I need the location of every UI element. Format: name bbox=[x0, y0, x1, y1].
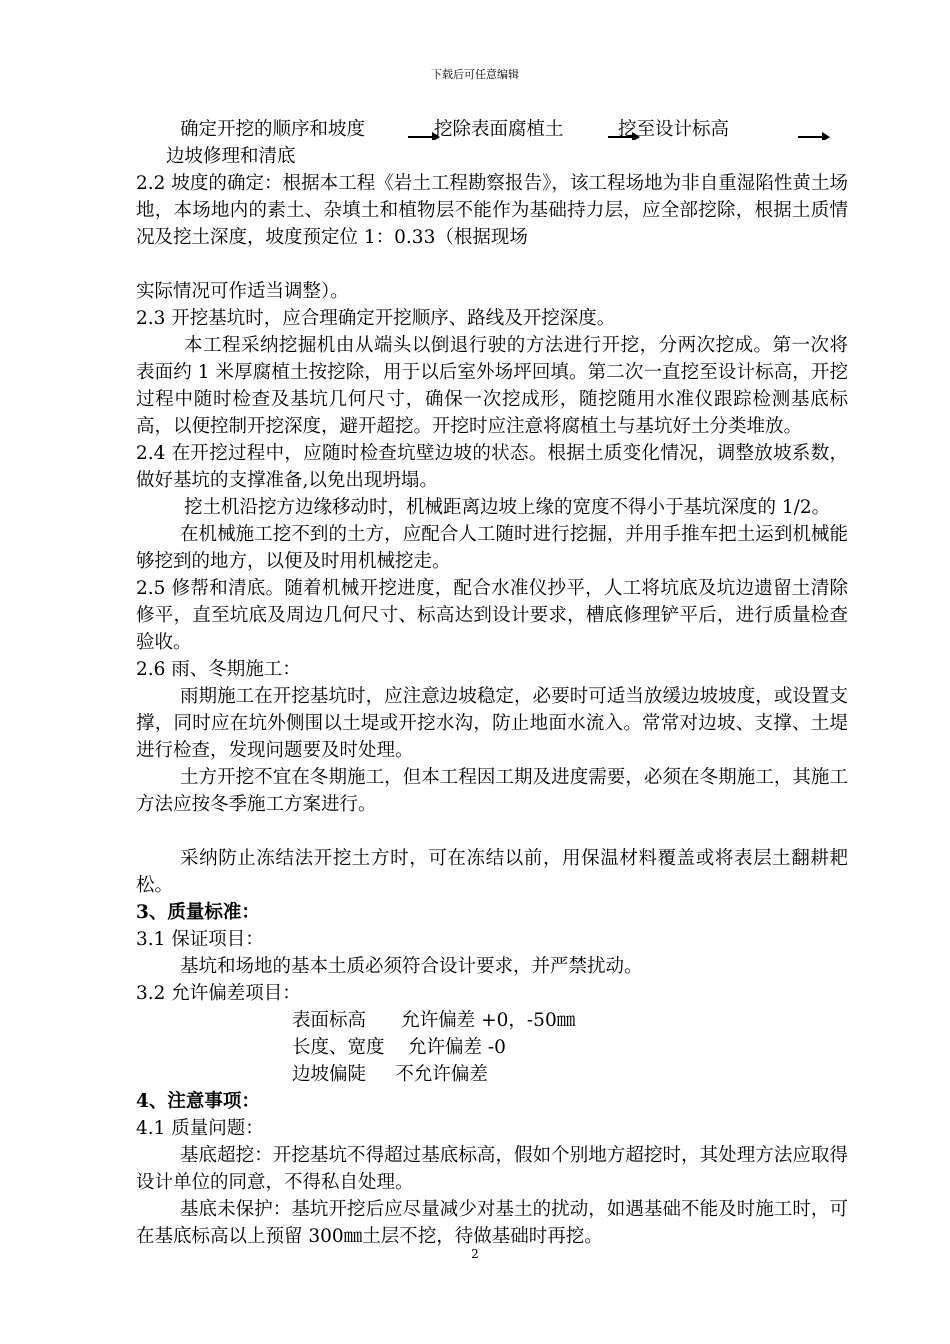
flow-step-2: 挖除表面腐植土 bbox=[434, 119, 564, 140]
page-header: 下载后可任意编辑 bbox=[431, 68, 519, 81]
paragraph-2-3: 2.3 开挖基坑时，应合理确定开挖顺序、路线及开挖深度。 bbox=[136, 308, 616, 329]
flow-step-4: 边坡修理和清底 bbox=[166, 146, 296, 167]
paragraph-2-6-body-1: 雨期施工在开挖基坑时，应注意边坡稳定，必要时可适当放缓边坡坡度，或设置支撑，同时应在坑外侧围以土堤或开挖水沟，防止地面水流入。常常对边坡、支撑、土堤进行检查，发现问题要及时处理。 bbox=[136, 686, 848, 761]
right-arrow-icon bbox=[796, 120, 830, 140]
tolerance-item-1: 表面标高 允许偏差 +0，-50㎜ bbox=[292, 1010, 576, 1031]
paragraph-2-4: 2.4 在开挖过程中，应随时检查坑壁边坡的状态。根据土质变化情况，调整放坡系数，做好基坑的支撑准备,以免出现坍塌。 bbox=[136, 443, 848, 491]
paragraph-2-4-body-2: 在机械施工挖不到的土方，应配合人工随时进行挖掘，并用手推车把土运到机械能够挖到的地方，以便及时用机械挖走。 bbox=[136, 524, 848, 572]
paragraph-4-1: 4.1 质量问题： bbox=[136, 1118, 264, 1139]
section-heading-3: 3、质量标准： bbox=[136, 902, 260, 923]
tolerance-item-2: 长度、宽度 允许偏差 -0 bbox=[292, 1037, 506, 1058]
paragraph-3-2: 3.2 允许偏差项目： bbox=[136, 983, 301, 1004]
paragraph-2-6-body-3: 采纳防止冻结法开挖土方时，可在冻结以前，用保温材料覆盖或将表层土翻耕耙松。 bbox=[136, 848, 848, 896]
paragraph-3-1-body: 基坑和场地的基本土质必须符合设计要求，并严禁扰动。 bbox=[180, 956, 643, 977]
paragraph-2-3-body: 本工程采纳挖掘机由从端头以倒退行驶的方法进行开挖，分两次挖成。第一次将表面约 1 米厚腐植土按挖除，用于以后室外场坪回填。第二次一直挖至设计标高，开挖过程中随时检查及基坑几何尺寸，确保一次挖成形，随挖随用水准仪跟踪检测基底标高，以便控制开挖深度，避开超挖。开挖时应注意将腐植土与基坑好土分类堆放。 bbox=[136, 335, 848, 437]
document-body bbox=[136, 116, 848, 1250]
paragraph-2-2: 2.2 坡度的确定：根据本工程《岩土工程勘察报告》，该工程场地为非自重湿陷性黄土场地，本场地内的素土、杂填土和植物层不能作为基础持力层，应全部挖除，根据土质情况及挖土深度，坡度预定位 1：0.33（根据现场 bbox=[136, 173, 848, 248]
process-flow-line1 bbox=[136, 116, 848, 143]
paragraph-2-6: 2.6 雨、冬期施工： bbox=[136, 659, 301, 680]
paragraph-4-1-body-1: 基底超挖：开挖基坑不得超过基底标高，假如个别地方超挖时，其处理方法应取得设计单位的同意，不得私自处理。 bbox=[136, 1145, 848, 1193]
flow-step-3: 挖至设计标高 bbox=[618, 119, 730, 140]
paragraph-4-1-body-2: 基底未保护：基坑开挖后应尽量减少对基土的扰动，如遇基础不能及时施工时，可在基底标高以上预留 300㎜土层不挖，待做基础时再挖。 bbox=[136, 1199, 848, 1247]
paragraph-2-4-body-1: 挖土机沿挖方边缘移动时，机械距离边坡上缘的宽度不得小于基坑深度的 1/2。 bbox=[184, 497, 831, 518]
section-heading-4: 4、注意事项： bbox=[136, 1091, 260, 1112]
paragraph-3-1: 3.1 保证项目： bbox=[136, 929, 264, 950]
tolerance-item-3: 边坡偏陡 不允许偏差 bbox=[292, 1064, 488, 1085]
paragraph-2-2-cont: 实际情况可作适当调整）。 bbox=[136, 281, 349, 302]
flow-step-1: 确定开挖的顺序和坡度 bbox=[180, 119, 366, 140]
paragraph-2-5: 2.5 修帮和清底。随着机械开挖进度，配合水准仪抄平，人工将坑底及坑边遗留土清除修平，直至坑底及周边几何尺寸、标高达到设计要求，槽底修理铲平后，进行质量检查验收。 bbox=[136, 578, 848, 653]
page-number: 2 bbox=[471, 1247, 479, 1261]
paragraph-2-6-body-2: 土方开挖不宜在冬期施工，但本工程因工期及进度需要，必须在冬期施工，其施工方法应按冬季施工方案进行。 bbox=[136, 767, 848, 815]
